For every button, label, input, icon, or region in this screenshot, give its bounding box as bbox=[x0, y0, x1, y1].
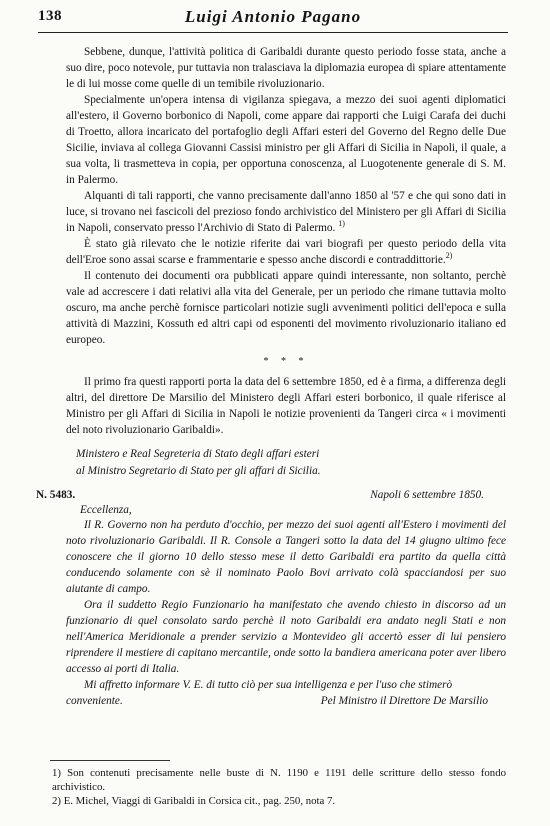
letter-paragraph: Ora il suddetto Regio Funzionario ha manifestato che avendo chiesto in discorso ad un funzionario di quel consolato sardo perchè il noto Garibaldi era andato negli Stati e non nell'America Meridionale a prender servizio a Montevideo gli accertò esser di lui pensiero riprendere il mestiere di capitano mercantile, onde sotto la bandiera americana poter aver libero accesso ai porti di Italia. bbox=[66, 599, 506, 675]
letter-place-date: Napoli 6 settembre 1850. bbox=[370, 489, 484, 501]
running-title: Luigi Antonio Pagano bbox=[184, 7, 362, 26]
paragraph bbox=[66, 188, 506, 236]
section-separator: * * * bbox=[263, 356, 309, 367]
paragraph: Il contenuto dei documenti ora pubblicati appare quindi interessante, non soltanto, perchè vale ad accrescere i dati relativi alla vita del Generale, per un periodo che rimane tuttavia molto oscuro, ma anche perchè fornisce particolari notizie sugli avvenimenti politici dell'epoca e sulla attività di Mazzini, Kossuth ed altri capi od esponenti del movimento rivoluzionario italiano ed europeo. bbox=[66, 270, 506, 346]
letter-number: N. 5483. bbox=[36, 489, 76, 501]
letter-signature-line bbox=[66, 693, 506, 711]
letter-heading-line-2: al Ministro Segretario di Stato per gli affari di Sicilia. bbox=[76, 465, 321, 477]
page-header bbox=[38, 6, 508, 34]
letter-closing: conveniente. bbox=[66, 695, 123, 707]
letter-signature: Pel Ministro il Direttore De Marsilio bbox=[320, 695, 488, 707]
header-rule bbox=[38, 32, 508, 33]
paragraph: Specialmente un'opera intensa di vigilanza spiegava, a mezzo dei suoi agenti diplomatici all'estero, il Governo borbonico di Napoli, come appare dai rapporti che Luigi Carafa dei duchi di Troetto, allora incaricato del portafoglio degli Affari esteri del Governo del Regno delle Due Sicilie, inviava al collega Giovanni Cassisi ministro per gli Affari di Sicilia in Napoli, il quale, a sua volta, li trasmetteva in copia, per opportuna conoscenza, al Luogotenente generale di S. M. in Palermo. bbox=[66, 94, 506, 186]
footnote-ref: 1) bbox=[338, 219, 345, 229]
intro-paragraph: Il primo fra questi rapporti porta la data del 6 settembre 1850, ed è a firma, a differenza degli altri, del direttore De Marsilio del Ministero degli Affari esteri borbonico, il quale riferisce al Ministro per gli Affari di Sicilia in Napoli le notizie provenienti da Tangeri circa « i movimenti del noto rivoluzionario Garibaldi». bbox=[66, 376, 506, 436]
main-text bbox=[36, 44, 506, 711]
footnotes bbox=[52, 766, 506, 808]
paragraph bbox=[66, 236, 506, 268]
paragraph-text: È stato già rilevato che le notizie riferite dai vari biografi per questo periodo della vita dell'Eroe sono assai scarse e frammentarie e spesso anche discordi e contraddittorie. bbox=[66, 238, 506, 266]
footnote: 2) E. Michel, Viaggi di Garibaldi in Corsica cit., pag. 250, nota 7. bbox=[52, 795, 336, 807]
footnote-ref: 2) bbox=[445, 251, 453, 261]
footnote-rule bbox=[50, 760, 170, 761]
letter-header bbox=[36, 487, 506, 517]
letter-paragraph: Il R. Governo non ha perduto d'occhio, per mezzo dei suoi agenti all'Estero i movimenti del noto rivoluzionario Garibaldi. Il R. Console a Tangeri sotto la data del 14 giugno ultimo fece conoscere che il giorno 10 dello stesso mese il detto Garibaldi era partito da quella città conducendo solamente con sè il nominato Paolo Bovi arrivato colà spacciandosi per suo aiutante di campo. bbox=[66, 519, 506, 595]
letter-heading-line-1: Ministero e Real Segreteria di Stato degli affari esteri bbox=[76, 448, 320, 460]
paragraph-text: Alquanti di tali rapporti, che vanno precisamente dall'anno 1850 al '57 e che qui sono dati in luce, si trovano nei fascicoli del prezioso fondo archivistico del Ministero per gli Affari di Sicilia in Napoli, conservato presso l'Archivio di Stato di Palermo. bbox=[66, 190, 506, 234]
footnote: 1) Son contenuti precisamente nelle buste di N. 1190 e 1191 delle scritture dello stesso fondo archivistico. bbox=[52, 767, 506, 793]
paragraph: Sebbene, dunque, l'attività politica di Garibaldi durante questo periodo fosse stata, anche a suo dire, poco notevole, pur tuttavia non tralasciava la diplomazia europea di spiare attentamente le di lui mosse come quelle di un temibile rivoluzionario. bbox=[66, 46, 506, 90]
letter-salutation: Eccellenza, bbox=[80, 504, 132, 516]
page-number: 138 bbox=[38, 8, 62, 24]
letter-paragraph: Mi affretto informare V. E. di tutto ciò per sua intelligenza e per l'uso che stimerò bbox=[84, 679, 453, 691]
